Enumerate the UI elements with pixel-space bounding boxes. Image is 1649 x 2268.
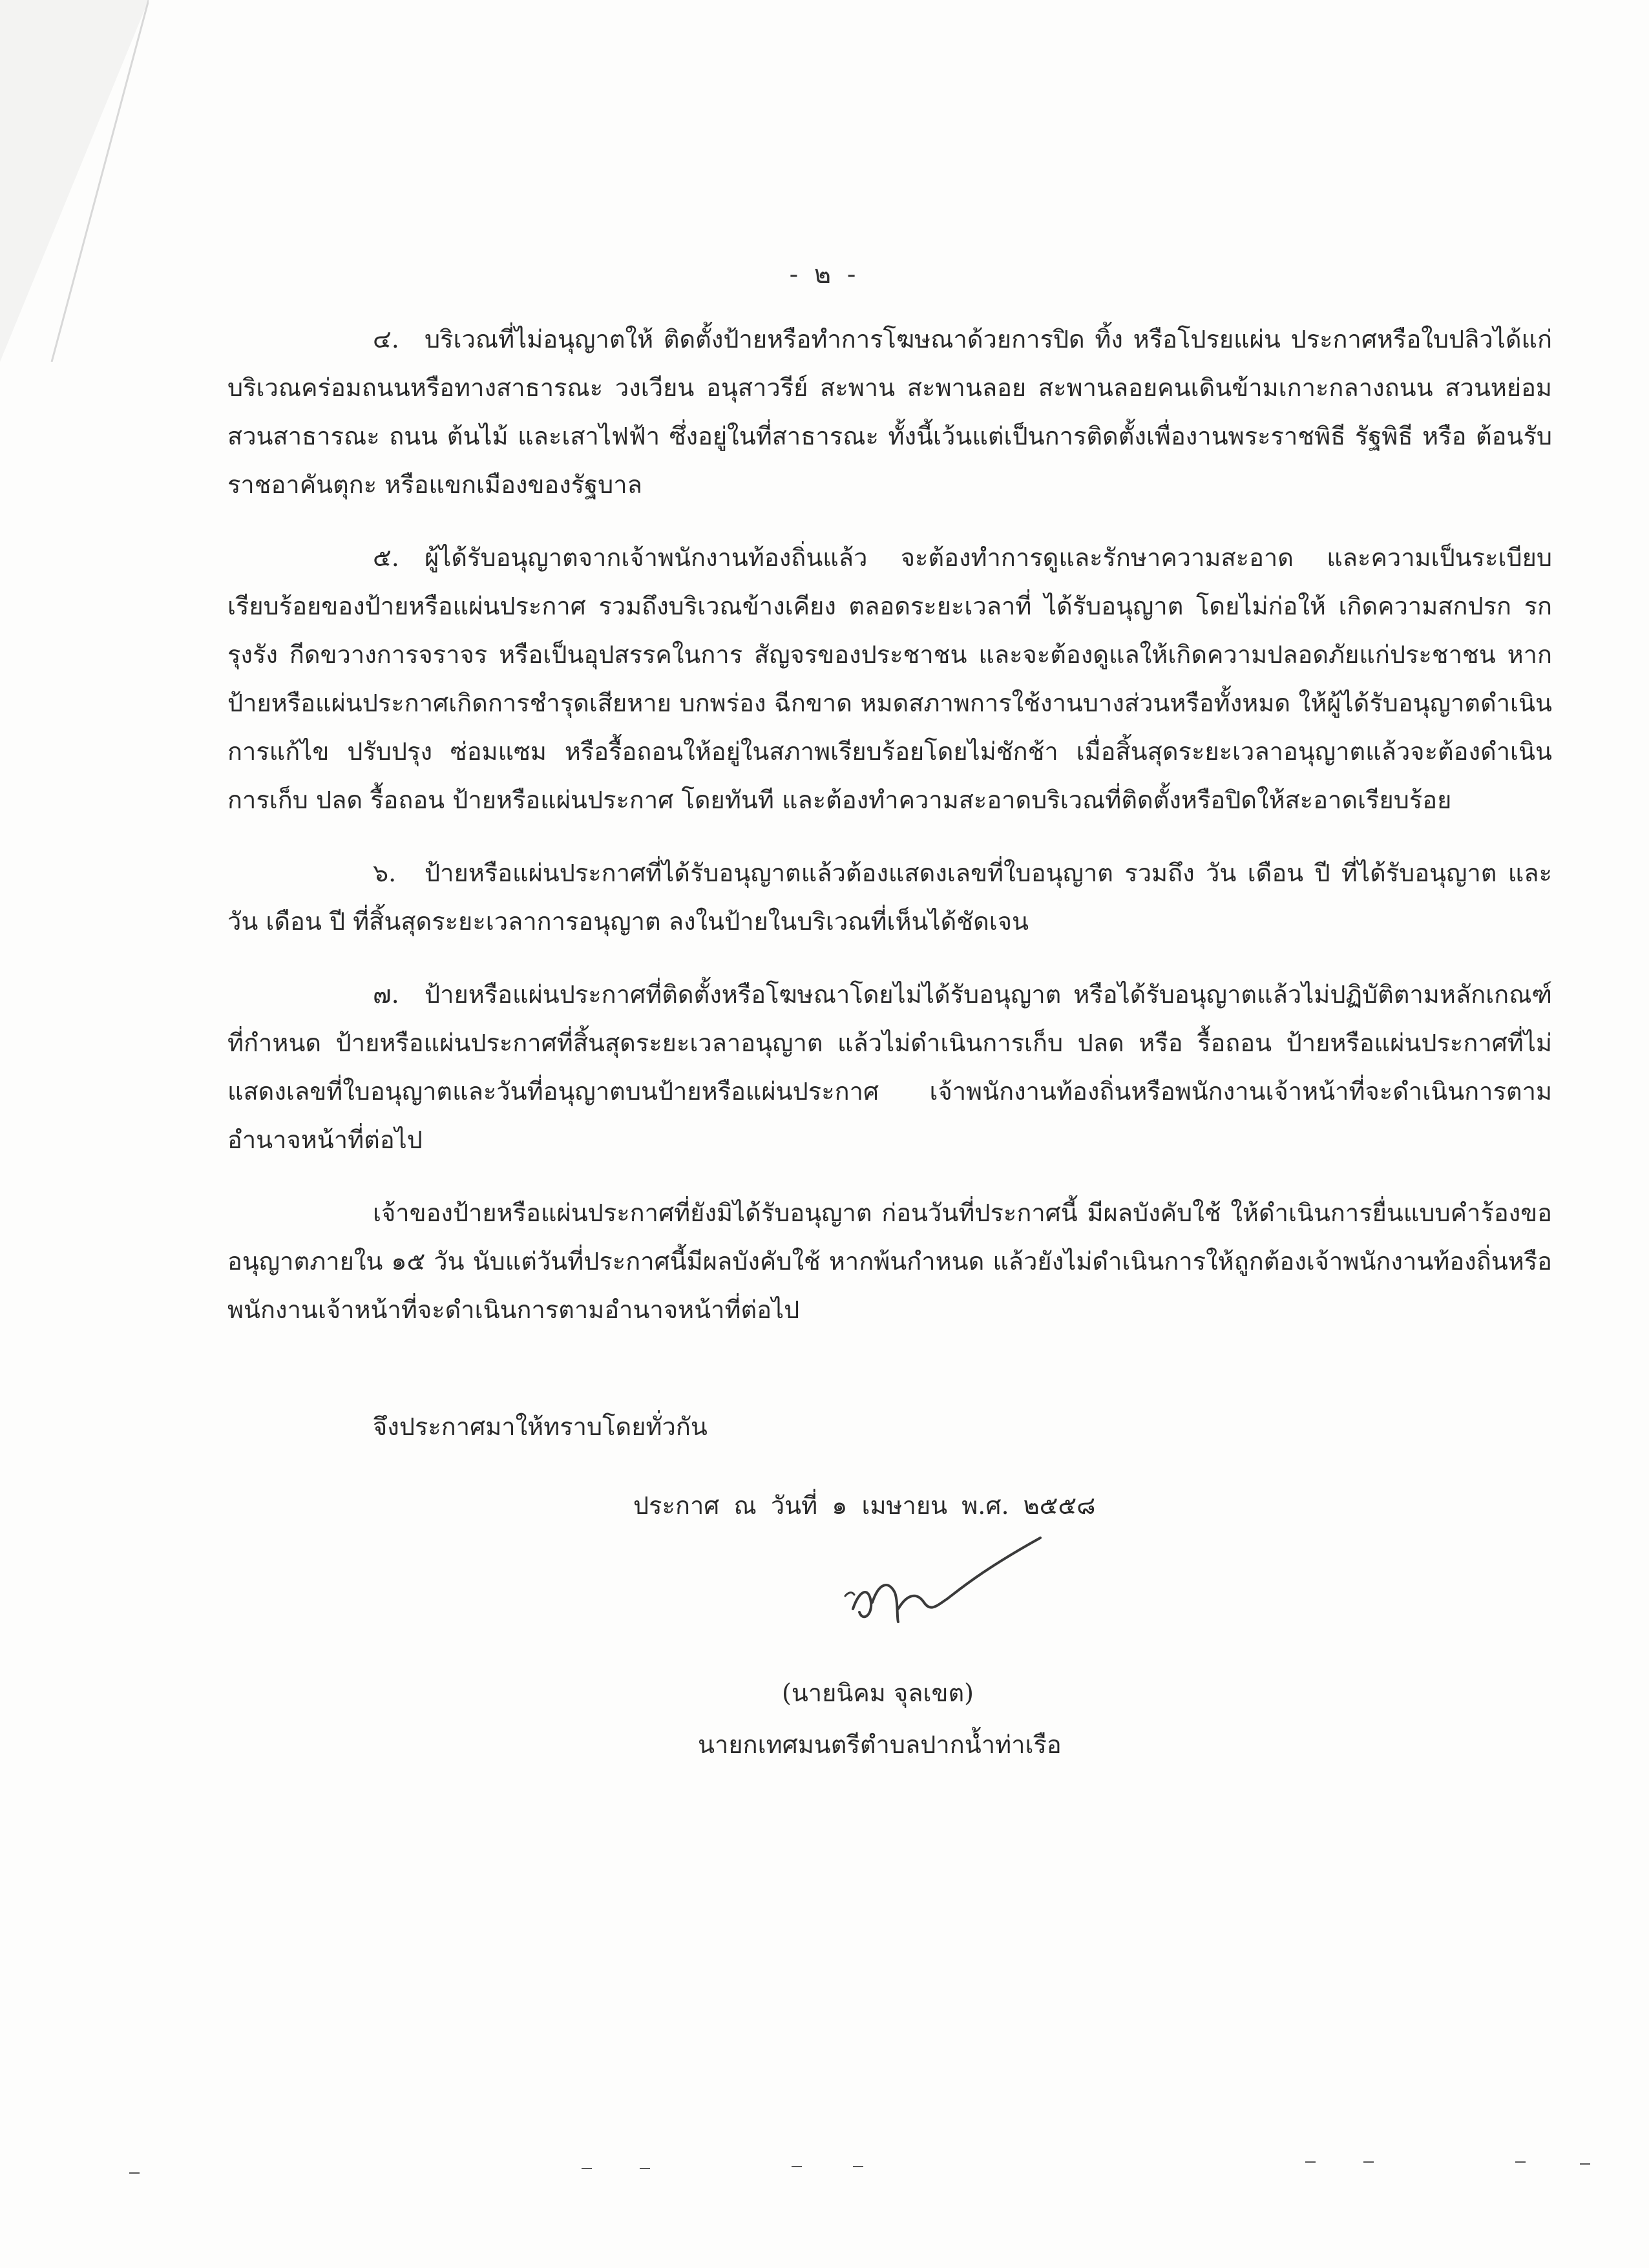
transitional-paragraph [227,1189,1552,1334]
clause-text: ป้ายหรือแผ่นประกาศที่ติดตั้งหรือโฆษณาโดยไม่ได้รับอนุญาต หรือได้รับอนุญาตแล้วไม่ปฏิบัติตามหลักเกณฑ์ที่กำหนด ป้ายหรือแผ่นประกาศที่สิ้นสุดระยะเวลาอนุญาต แล้วไม่ดำเนินการเก็บ ปลด หรือ รื้อถอน ป้ายหรือแผ่นประกาศที่ไม่แสดงเลขที่ใบอนุญาตและวันที่อนุญาตบนป้ายหรือแผ่นประกาศ เจ้าพนักงานท้องถิ่นหรือพนักงานเจ้าหน้าที่จะดำเนินการตามอำนาจหน้าที่ต่อไป [227,980,1552,1154]
paragraph-text: เจ้าของป้ายหรือแผ่นประกาศที่ยังมิได้รับอนุญาต ก่อนวันที่ประกาศนี้ มีผลบังคับใช้ ให้ดำเนินการยื่นแบบคำร้องขออนุญาตภายใน ๑๕ วัน นับแต่วันที่ประกาศนี้มีผลบังคับใช้ หากพ้นกำหนด แล้วยังไม่ดำเนินการให้ถูกต้องเจ้าพนักงานท้องถิ่นหรือพนักงานเจ้าหน้าที่จะดำเนินการตามอำนาจหน้าที่ต่อไป [227,1199,1552,1324]
scan-dash-mark [582,2168,592,2169]
clause-5 [227,534,1552,824]
scan-corner-fold-shadow [0,0,149,362]
handwritten-signature [834,1531,1053,1641]
scan-dash-mark [1363,2161,1374,2163]
clause-text: บริเวณที่ไม่อนุญาตให้ ติดตั้งป้ายหรือทำการโฆษณาด้วยการปิด ทิ้ง หรือโปรยแผ่น ประกาศหรือใบปลิวได้แก่ บริเวณคร่อมถนนหรือทางสาธารณะ วงเวียน อนุสาวรีย์ สะพาน สะพานลอย สะพานลอยคนเดินข้ามเกาะกลางถนน สวนหย่อม สวนสาธารณะ ถนน ต้นไม้ และเสาไฟฟ้า ซึ่งอยู่ในที่สาธารณะ ทั้งนี้เว้นแต่เป็นการติดตั้งเพื่องานพระราชพิธี รัฐพิธี หรือ ต้อนรับราชอาคันตุกะ หรือแขกเมืองของรัฐบาล [227,325,1552,499]
clause-number: ๖. [373,859,397,887]
scan-dash-mark [853,2166,863,2167]
signer-title: นายกเทศมนตรีตำบลปากน้ำท่าเรือ [698,1730,1062,1759]
clause-number: ๕. [373,543,399,572]
signer-name: (นายนิคม จุลเขต) [782,1679,974,1707]
scan-dash-mark [1305,2161,1316,2163]
clause-number: ๗. [373,980,399,1009]
announcement-date: ประกาศ ณ วันที่ ๑ เมษายน พ.ศ. ๒๕๕๘ [633,1491,1096,1520]
clause-4 [227,315,1552,509]
scan-dash-mark [1515,2161,1526,2163]
scan-dash-mark [792,2166,802,2167]
clause-text: ผู้ได้รับอนุญาตจากเจ้าพนักงานท้องถิ่นแล้ว จะต้องทำการดูและรักษาความสะอาด และความเป็นระเบียบเรียบร้อยของป้ายหรือแผ่นประกาศ รวมถึงบริเวณข้างเคียง ตลอดระยะเวลาที่ ได้รับอนุญาต โดยไม่ก่อให้ เกิดความสกปรก รก รุงรัง กีดขวางการจราจร หรือเป็นอุปสรรคในการ สัญจรของประชาชน และจะต้องดูแลให้เกิดความปลอดภัยแก่ประชาชน หากป้ายหรือแผ่นประกาศเกิดการชำรุดเสียหาย บกพร่อง ฉีกขาด หมดสภาพการใช้งานบางส่วนหรือทั้งหมด ให้ผู้ได้รับอนุญาตดำเนินการแก้ไข ปรับปรุง ซ่อมแซม หรือรื้อถอนให้อยู่ในสภาพเรียบร้อยโดยไม่ชักช้า เมื่อสิ้นสุดระยะเวลาอนุญาตแล้วจะต้องดำเนินการเก็บ ปลด รื้อถอน ป้ายหรือแผ่นประกาศ โดยทันที และต้องทำความสะอาดบริเวณที่ติดตั้งหรือปิดให้สะอาดเรียบร้อย [227,543,1552,814]
closing-statement: จึงประกาศมาให้ทราบโดยทั่วกัน [373,1412,708,1441]
scan-dash-mark [640,2168,650,2169]
clause-6 [227,849,1552,946]
clause-text: ป้ายหรือแผ่นประกาศที่ได้รับอนุญาตแล้วต้องแสดงเลขที่ใบอนุญาต รวมถึง วัน เดือน ปี ที่ได้รับอนุญาต และวัน เดือน ปี ที่สิ้นสุดระยะเวลาการอนุญาต ลงในป้ายในบริเวณที่เห็นได้ชัดเจน [227,859,1552,936]
clause-number: ๔. [373,325,399,353]
scan-dash-mark [1580,2163,1590,2165]
clause-7 [227,971,1552,1164]
scan-dash-mark [129,2172,140,2174]
page-number: - ๒ - [789,260,860,289]
announcement-body [227,315,1552,1359]
